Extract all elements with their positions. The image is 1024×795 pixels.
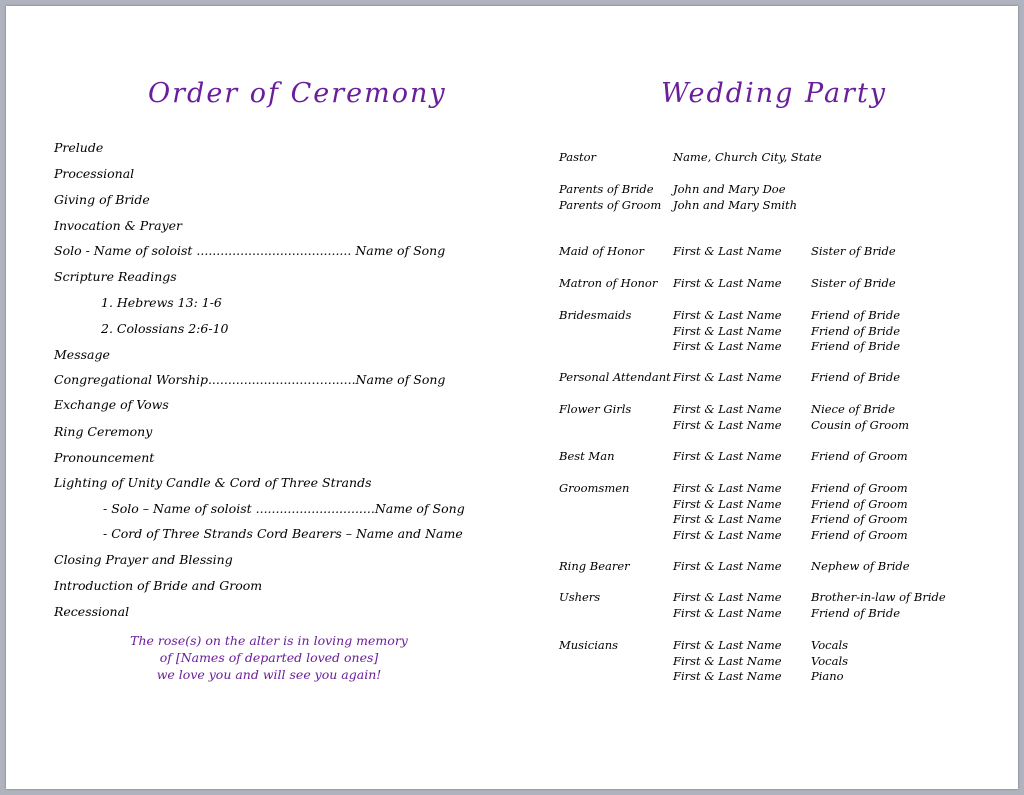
party-role-column xyxy=(559,638,618,654)
memorial-line: of [Names of departed loved ones] xyxy=(159,650,379,665)
party-name: First & Last Name xyxy=(673,323,782,338)
ceremony-item: Recessional xyxy=(54,604,130,619)
party-name: Name, Church City, State xyxy=(673,150,822,164)
ceremony-item: - Cord of Three Strands Cord Bearers – Name and Name xyxy=(103,526,463,541)
party-name-column xyxy=(673,308,782,355)
party-relation: Friend of Bride xyxy=(811,323,901,338)
party-role-column xyxy=(559,449,614,465)
party-relation-column xyxy=(811,638,848,685)
party-relation-column xyxy=(811,481,908,543)
party-relation-column xyxy=(811,370,900,386)
party-relation: Niece of Bride xyxy=(811,402,896,416)
ceremony-item: Lighting of Unity Candle & Cord of Three Strands xyxy=(54,475,372,490)
party-role: Matron of Honor xyxy=(559,276,658,290)
party-relation: Friend of Groom xyxy=(811,449,908,463)
party-role: Bridesmaids xyxy=(559,308,632,322)
ceremony-item: 1. Hebrews 13: 1-6 xyxy=(101,295,222,310)
ceremony-item: Closing Prayer and Blessing xyxy=(54,552,233,567)
party-name: First & Last Name xyxy=(673,402,782,416)
party-name: First & Last Name xyxy=(673,512,782,527)
party-name-column xyxy=(673,150,822,166)
party-relation: Sister of Bride xyxy=(811,244,896,258)
party-name: First & Last Name xyxy=(673,276,782,290)
party-role: Pastor xyxy=(559,150,597,164)
party-relation-column xyxy=(811,449,908,465)
party-name: First & Last Name xyxy=(673,308,782,322)
ceremony-item: - Solo – Name of soloist ..............................Name of Song xyxy=(103,501,465,516)
ceremony-item: Congregational Worship.........................….........Name of Song xyxy=(54,372,446,387)
party-name: First & Last Name xyxy=(673,653,782,668)
party-role-column xyxy=(559,308,631,324)
party-role-column xyxy=(559,559,630,575)
ceremony-item: Giving of Bride xyxy=(54,192,150,207)
ceremony-title: Order of Ceremony xyxy=(148,78,447,109)
party-name: First & Last Name xyxy=(673,481,782,495)
party-name-column xyxy=(673,481,782,543)
party-relation: Friend of Bride xyxy=(811,339,901,354)
ceremony-item: Prelude xyxy=(54,140,104,155)
party-name-column xyxy=(673,449,782,465)
party-role-column xyxy=(559,244,644,260)
ceremony-item: Scripture Readings xyxy=(54,269,177,284)
ceremony-item: 2. Colossians 2:6-10 xyxy=(101,321,229,336)
party-title: Wedding Party xyxy=(661,78,888,109)
party-relation-column xyxy=(811,276,896,292)
party-name: First & Last Name xyxy=(673,370,782,384)
party-role: Ushers xyxy=(559,590,601,604)
party-role-column xyxy=(559,481,629,497)
party-role: Musicians xyxy=(559,638,619,652)
party-relation: Sister of Bride xyxy=(811,276,896,290)
party-name: John and Mary Doe xyxy=(673,182,786,196)
party-role: Personal Attendant xyxy=(559,370,671,384)
memorial-note xyxy=(104,632,434,683)
party-relation-column xyxy=(811,590,946,621)
party-relation-column xyxy=(811,402,909,433)
party-name: First & Last Name xyxy=(673,496,782,511)
party-name: First & Last Name xyxy=(673,559,782,573)
party-relation: Vocals xyxy=(811,638,849,652)
party-role-column xyxy=(559,370,671,386)
ceremony-item: Message xyxy=(54,347,110,362)
party-relation: Brother-in-law of Bride xyxy=(811,590,946,604)
party-relation: Cousin of Groom xyxy=(811,417,910,432)
party-name: First & Last Name xyxy=(673,527,782,542)
party-role-column xyxy=(559,150,596,166)
party-relation-column xyxy=(811,308,900,355)
party-role: Best Man xyxy=(559,449,615,463)
party-relation: Piano xyxy=(811,669,844,684)
party-name-column xyxy=(673,276,782,292)
ceremony-item: Processional xyxy=(54,166,135,181)
party-role-column xyxy=(559,182,661,213)
memorial-line: The rose(s) on the alter is in loving memory xyxy=(130,633,408,648)
party-name-column xyxy=(673,638,782,685)
ceremony-item: Exchange of Vows xyxy=(54,397,169,412)
party-name: First & Last Name xyxy=(673,605,782,620)
ceremony-item: Introduction of Bride and Groom xyxy=(54,578,263,593)
party-role: Groomsmen xyxy=(559,481,630,495)
party-name-column xyxy=(673,590,782,621)
party-name-column xyxy=(673,402,782,433)
party-role-column xyxy=(559,276,657,292)
party-relation: Nephew of Bride xyxy=(811,559,910,573)
party-name: First & Last Name xyxy=(673,339,782,354)
party-role-column xyxy=(559,590,600,606)
program-page xyxy=(6,6,1018,789)
party-name: First & Last Name xyxy=(673,417,782,432)
party-name: First & Last Name xyxy=(673,244,782,258)
party-name-column xyxy=(673,182,797,213)
party-name: First & Last Name xyxy=(673,449,782,463)
party-relation: Friend of Groom xyxy=(811,496,908,511)
ceremony-item: Ring Ceremony xyxy=(54,424,153,439)
party-name: First & Last Name xyxy=(673,638,782,652)
party-role: Parents of Bride xyxy=(559,182,654,196)
party-relation: Vocals xyxy=(811,653,849,668)
party-role: Ring Bearer xyxy=(559,559,630,573)
party-relation: Friend of Bride xyxy=(811,370,901,384)
party-relation: Friend of Bride xyxy=(811,308,901,322)
memorial-line: we love you and will see you again! xyxy=(156,667,382,682)
party-relation: Friend of Groom xyxy=(811,512,908,527)
party-relation: Friend of Groom xyxy=(811,527,908,542)
party-name-column xyxy=(673,559,782,575)
party-relation: Friend of Groom xyxy=(811,481,908,495)
party-relation-column xyxy=(811,559,910,575)
party-name-column xyxy=(673,244,782,260)
party-name: First & Last Name xyxy=(673,590,782,604)
ceremony-item: Pronouncement xyxy=(54,450,155,465)
party-role: Flower Girls xyxy=(559,402,632,416)
party-name: First & Last Name xyxy=(673,669,782,684)
party-relation: Friend of Bride xyxy=(811,605,901,620)
party-role-column xyxy=(559,402,631,418)
party-name-column xyxy=(673,370,782,386)
party-name: John and Mary Smith xyxy=(673,197,798,212)
ceremony-item: Solo - Name of soloist ....................................... Name of Song xyxy=(54,243,446,258)
party-relation-column xyxy=(811,244,896,260)
ceremony-item: Invocation & Prayer xyxy=(54,218,182,233)
party-role: Parents of Groom xyxy=(559,197,662,212)
party-role: Maid of Honor xyxy=(559,244,644,258)
